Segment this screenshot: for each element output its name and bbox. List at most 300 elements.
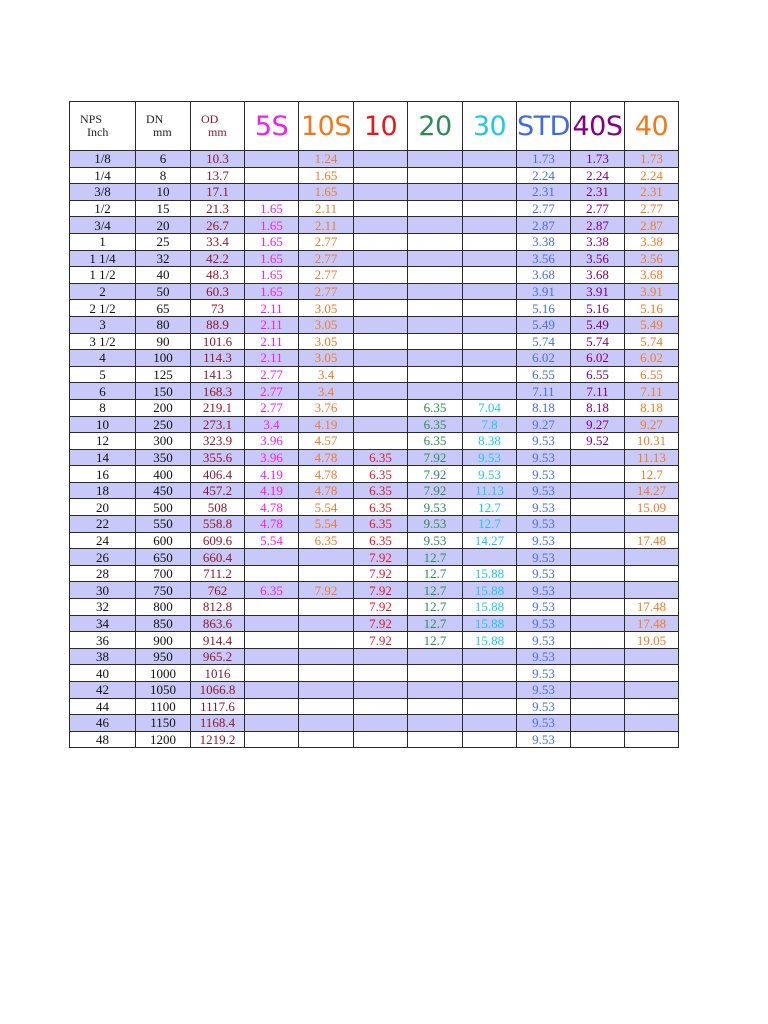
cell-40: 17.48 (625, 615, 679, 632)
cell-5s: 4.78 (245, 499, 299, 516)
header-od (191, 102, 245, 151)
header-row (70, 102, 679, 151)
cell-30: 12.7 (463, 516, 517, 533)
cell-nps: 2 1/2 (70, 300, 136, 317)
cell-5s: 1.65 (245, 283, 299, 300)
table-row (70, 433, 679, 450)
cell-std: 9.53 (517, 532, 571, 549)
cell-std: 7.11 (517, 383, 571, 400)
cell-10s: 4.78 (299, 449, 354, 466)
cell-30: 15.88 (463, 582, 517, 599)
cell-10: 6.35 (354, 482, 408, 499)
cell-10: 6.35 (354, 499, 408, 516)
cell-std: 3.38 (517, 233, 571, 250)
cell-std: 6.02 (517, 350, 571, 367)
cell-20 (408, 184, 463, 201)
cell-30 (463, 549, 517, 566)
cell-30 (463, 682, 517, 699)
cell-30 (463, 200, 517, 217)
cell-od: 73 (191, 300, 245, 317)
cell-od: 660.4 (191, 549, 245, 566)
cell-dn: 300 (136, 433, 191, 450)
cell-30 (463, 366, 517, 383)
cell-40s: 3.68 (571, 267, 625, 284)
cell-od: 60.3 (191, 283, 245, 300)
cell-10s: 2.77 (299, 267, 354, 284)
cell-nps: 46 (70, 715, 136, 732)
cell-10s: 4.19 (299, 416, 354, 433)
cell-20 (408, 167, 463, 184)
table-row (70, 466, 679, 483)
cell-20: 12.7 (408, 632, 463, 649)
cell-40s (571, 665, 625, 682)
cell-30 (463, 333, 517, 350)
cell-10s: 2.11 (299, 200, 354, 217)
cell-nps: 3/4 (70, 217, 136, 234)
cell-dn: 250 (136, 416, 191, 433)
cell-10: 6.35 (354, 516, 408, 533)
cell-10s (299, 665, 354, 682)
cell-10s: 2.77 (299, 283, 354, 300)
cell-30 (463, 267, 517, 284)
cell-40: 3.91 (625, 283, 679, 300)
cell-od: 101.6 (191, 333, 245, 350)
cell-dn: 25 (136, 233, 191, 250)
table-row (70, 482, 679, 499)
cell-nps: 24 (70, 532, 136, 549)
cell-dn: 450 (136, 482, 191, 499)
cell-10s: 1.24 (299, 151, 354, 168)
cell-dn: 8 (136, 167, 191, 184)
cell-40s (571, 549, 625, 566)
cell-10 (354, 433, 408, 450)
cell-od: 1016 (191, 665, 245, 682)
cell-20 (408, 731, 463, 748)
cell-std: 2.77 (517, 200, 571, 217)
cell-40s (571, 499, 625, 516)
cell-20: 12.7 (408, 615, 463, 632)
table-row (70, 731, 679, 748)
table-row (70, 615, 679, 632)
cell-40: 5.16 (625, 300, 679, 317)
cell-10 (354, 316, 408, 333)
cell-5s: 4.19 (245, 466, 299, 483)
cell-20: 12.7 (408, 599, 463, 616)
cell-10 (354, 698, 408, 715)
cell-40s: 5.16 (571, 300, 625, 317)
cell-od: 1219.2 (191, 731, 245, 748)
cell-dn: 1000 (136, 665, 191, 682)
cell-10: 7.92 (354, 549, 408, 566)
cell-20 (408, 267, 463, 284)
cell-od: 13.7 (191, 167, 245, 184)
cell-40s: 3.56 (571, 250, 625, 267)
cell-30: 7.8 (463, 416, 517, 433)
cell-nps: 28 (70, 565, 136, 582)
table-row (70, 416, 679, 433)
cell-5s (245, 167, 299, 184)
cell-40: 6.55 (625, 366, 679, 383)
cell-40s: 2.31 (571, 184, 625, 201)
header-schedule-20: 20 (408, 102, 463, 151)
cell-20 (408, 151, 463, 168)
cell-std: 9.53 (517, 698, 571, 715)
cell-10s (299, 715, 354, 732)
cell-30: 15.88 (463, 632, 517, 649)
table-row (70, 632, 679, 649)
cell-dn: 1050 (136, 682, 191, 699)
table-row (70, 549, 679, 566)
cell-10 (354, 267, 408, 284)
cell-std: 9.53 (517, 482, 571, 499)
table-row (70, 250, 679, 267)
cell-40 (625, 715, 679, 732)
cell-40 (625, 565, 679, 582)
table-row (70, 184, 679, 201)
cell-30 (463, 283, 517, 300)
cell-40 (625, 698, 679, 715)
cell-nps: 12 (70, 433, 136, 450)
cell-std: 5.74 (517, 333, 571, 350)
cell-40s: 3.38 (571, 233, 625, 250)
cell-10s: 3.05 (299, 350, 354, 367)
cell-20 (408, 333, 463, 350)
cell-10: 6.35 (354, 466, 408, 483)
cell-5s: 2.11 (245, 316, 299, 333)
cell-od: 609.6 (191, 532, 245, 549)
cell-5s (245, 184, 299, 201)
cell-40s: 3.91 (571, 283, 625, 300)
cell-nps: 1/4 (70, 167, 136, 184)
cell-40: 2.87 (625, 217, 679, 234)
cell-nps: 14 (70, 449, 136, 466)
cell-dn: 80 (136, 316, 191, 333)
cell-30 (463, 250, 517, 267)
cell-std: 9.53 (517, 731, 571, 748)
cell-nps: 22 (70, 516, 136, 533)
cell-40: 1.73 (625, 151, 679, 168)
cell-40: 15.09 (625, 499, 679, 516)
cell-30: 8.38 (463, 433, 517, 450)
cell-dn: 32 (136, 250, 191, 267)
cell-od: 219.1 (191, 399, 245, 416)
cell-20: 6.35 (408, 399, 463, 416)
cell-std: 9.53 (517, 582, 571, 599)
cell-std: 9.53 (517, 599, 571, 616)
cell-nps: 48 (70, 731, 136, 748)
cell-30 (463, 698, 517, 715)
cell-30 (463, 300, 517, 317)
cell-od: 88.9 (191, 316, 245, 333)
table-row (70, 682, 679, 699)
header-nps (70, 102, 136, 151)
cell-nps: 38 (70, 648, 136, 665)
cell-30 (463, 715, 517, 732)
cell-nps: 16 (70, 466, 136, 483)
table-row (70, 283, 679, 300)
cell-40 (625, 731, 679, 748)
cell-nps: 5 (70, 366, 136, 383)
cell-40s (571, 482, 625, 499)
cell-std: 1.73 (517, 151, 571, 168)
cell-40: 6.02 (625, 350, 679, 367)
cell-40: 5.74 (625, 333, 679, 350)
cell-10s: 2.77 (299, 250, 354, 267)
cell-30: 11.13 (463, 482, 517, 499)
cell-20: 9.53 (408, 499, 463, 516)
table-body (70, 151, 679, 748)
cell-nps: 1/2 (70, 200, 136, 217)
cell-40s: 2.77 (571, 200, 625, 217)
cell-std: 2.31 (517, 184, 571, 201)
cell-20: 12.7 (408, 582, 463, 599)
cell-20 (408, 698, 463, 715)
cell-std: 2.24 (517, 167, 571, 184)
cell-dn: 1100 (136, 698, 191, 715)
cell-40 (625, 582, 679, 599)
cell-od: 26.7 (191, 217, 245, 234)
cell-20 (408, 300, 463, 317)
cell-nps: 30 (70, 582, 136, 599)
cell-40: 9.27 (625, 416, 679, 433)
cell-40: 3.56 (625, 250, 679, 267)
cell-od: 114.3 (191, 350, 245, 367)
table-row (70, 532, 679, 549)
cell-30 (463, 167, 517, 184)
cell-5s (245, 665, 299, 682)
cell-40: 12.7 (625, 466, 679, 483)
cell-20 (408, 316, 463, 333)
cell-10s (299, 731, 354, 748)
table-row (70, 648, 679, 665)
header-schedule-30: 30 (463, 102, 517, 151)
cell-std: 9.53 (517, 433, 571, 450)
cell-30 (463, 217, 517, 234)
cell-5s: 2.77 (245, 366, 299, 383)
cell-dn: 10 (136, 184, 191, 201)
cell-std: 3.56 (517, 250, 571, 267)
cell-20 (408, 383, 463, 400)
cell-std: 9.53 (517, 615, 571, 632)
cell-10: 6.35 (354, 449, 408, 466)
cell-nps: 10 (70, 416, 136, 433)
cell-std: 9.53 (517, 648, 571, 665)
cell-40s: 5.49 (571, 316, 625, 333)
cell-20 (408, 200, 463, 217)
cell-10s: 1.65 (299, 167, 354, 184)
cell-10s (299, 648, 354, 665)
cell-30: 12.7 (463, 499, 517, 516)
cell-40s: 2.87 (571, 217, 625, 234)
cell-40: 8.18 (625, 399, 679, 416)
cell-std: 9.53 (517, 682, 571, 699)
cell-10 (354, 682, 408, 699)
cell-10s (299, 615, 354, 632)
cell-std: 2.87 (517, 217, 571, 234)
cell-20: 6.35 (408, 433, 463, 450)
cell-40s: 7.11 (571, 383, 625, 400)
cell-40: 7.11 (625, 383, 679, 400)
cell-40: 17.48 (625, 532, 679, 549)
cell-std: 3.91 (517, 283, 571, 300)
cell-10 (354, 366, 408, 383)
cell-dn: 150 (136, 383, 191, 400)
cell-dn: 65 (136, 300, 191, 317)
cell-5s: 1.65 (245, 217, 299, 234)
table-row (70, 516, 679, 533)
cell-od: 1168.4 (191, 715, 245, 732)
cell-dn: 100 (136, 350, 191, 367)
cell-20: 7.92 (408, 466, 463, 483)
table-row (70, 151, 679, 168)
cell-20 (408, 350, 463, 367)
cell-nps: 20 (70, 499, 136, 516)
cell-40: 17.48 (625, 599, 679, 616)
header-od-label: OD (201, 112, 219, 126)
table-row (70, 399, 679, 416)
cell-5s (245, 615, 299, 632)
cell-dn: 500 (136, 499, 191, 516)
cell-5s: 1.65 (245, 233, 299, 250)
cell-5s: 1.65 (245, 200, 299, 217)
cell-5s (245, 565, 299, 582)
cell-nps: 3 1/2 (70, 333, 136, 350)
cell-5s: 2.11 (245, 350, 299, 367)
table-row (70, 167, 679, 184)
cell-20: 7.92 (408, 482, 463, 499)
cell-5s: 1.65 (245, 267, 299, 284)
cell-10 (354, 648, 408, 665)
cell-40: 3.68 (625, 267, 679, 284)
cell-40s: 1.73 (571, 151, 625, 168)
cell-40s (571, 466, 625, 483)
cell-20 (408, 665, 463, 682)
cell-od: 711.2 (191, 565, 245, 582)
cell-40s (571, 715, 625, 732)
cell-10s: 5.54 (299, 516, 354, 533)
cell-10 (354, 383, 408, 400)
cell-nps: 2 (70, 283, 136, 300)
cell-40s: 6.02 (571, 350, 625, 367)
cell-od: 457.2 (191, 482, 245, 499)
cell-nps: 34 (70, 615, 136, 632)
cell-20 (408, 648, 463, 665)
cell-40s (571, 698, 625, 715)
cell-30: 14.27 (463, 532, 517, 549)
cell-40s (571, 516, 625, 533)
table-row (70, 665, 679, 682)
cell-dn: 650 (136, 549, 191, 566)
cell-20 (408, 283, 463, 300)
cell-5s: 2.11 (245, 300, 299, 317)
cell-od: 863.6 (191, 615, 245, 632)
table-row (70, 267, 679, 284)
cell-5s: 2.77 (245, 383, 299, 400)
cell-40: 2.77 (625, 200, 679, 217)
cell-od: 406.4 (191, 466, 245, 483)
cell-std: 9.53 (517, 499, 571, 516)
cell-40 (625, 682, 679, 699)
cell-10s: 1.65 (299, 184, 354, 201)
cell-od: 1117.6 (191, 698, 245, 715)
table-row (70, 715, 679, 732)
header-od-unit: mm (208, 125, 227, 139)
cell-40s (571, 682, 625, 699)
cell-5s (245, 698, 299, 715)
cell-5s: 3.96 (245, 449, 299, 466)
cell-std: 9.53 (517, 449, 571, 466)
cell-40s: 9.27 (571, 416, 625, 433)
table-row (70, 233, 679, 250)
cell-10 (354, 250, 408, 267)
cell-std: 6.55 (517, 366, 571, 383)
cell-30: 9.53 (463, 466, 517, 483)
cell-20 (408, 233, 463, 250)
cell-30 (463, 316, 517, 333)
cell-40s (571, 615, 625, 632)
cell-40 (625, 665, 679, 682)
cell-40: 14.27 (625, 482, 679, 499)
cell-10 (354, 416, 408, 433)
cell-10: 7.92 (354, 582, 408, 599)
cell-5s: 3.4 (245, 416, 299, 433)
cell-od: 762 (191, 582, 245, 599)
cell-40s (571, 648, 625, 665)
cell-40s: 9.52 (571, 433, 625, 450)
cell-10s: 3.76 (299, 399, 354, 416)
cell-40s: 8.18 (571, 399, 625, 416)
cell-30 (463, 233, 517, 250)
table-row (70, 316, 679, 333)
cell-10s: 4.78 (299, 482, 354, 499)
cell-nps: 36 (70, 632, 136, 649)
cell-30 (463, 665, 517, 682)
cell-od: 33.4 (191, 233, 245, 250)
cell-dn: 800 (136, 599, 191, 616)
header-nps-label: NPS (80, 112, 103, 126)
cell-20: 12.7 (408, 565, 463, 582)
cell-nps: 3/8 (70, 184, 136, 201)
cell-5s: 1.65 (245, 250, 299, 267)
cell-30 (463, 383, 517, 400)
cell-10 (354, 233, 408, 250)
cell-dn: 125 (136, 366, 191, 383)
cell-20 (408, 715, 463, 732)
header-schedule-40s: 40S (571, 102, 625, 151)
cell-nps: 1 (70, 233, 136, 250)
cell-20 (408, 366, 463, 383)
cell-30: 7.04 (463, 399, 517, 416)
cell-10: 7.92 (354, 599, 408, 616)
cell-40: 11.13 (625, 449, 679, 466)
cell-std: 9.53 (517, 665, 571, 682)
cell-40 (625, 549, 679, 566)
cell-40s (571, 565, 625, 582)
header-schedule-40: 40 (625, 102, 679, 151)
pipe-schedule-table (69, 101, 679, 748)
cell-5s: 6.35 (245, 582, 299, 599)
cell-10 (354, 167, 408, 184)
cell-od: 42.2 (191, 250, 245, 267)
cell-dn: 700 (136, 565, 191, 582)
cell-10: 7.92 (354, 615, 408, 632)
cell-nps: 1 1/2 (70, 267, 136, 284)
cell-dn: 600 (136, 532, 191, 549)
cell-10s: 2.77 (299, 233, 354, 250)
cell-20: 9.53 (408, 532, 463, 549)
cell-dn: 90 (136, 333, 191, 350)
cell-5s (245, 632, 299, 649)
